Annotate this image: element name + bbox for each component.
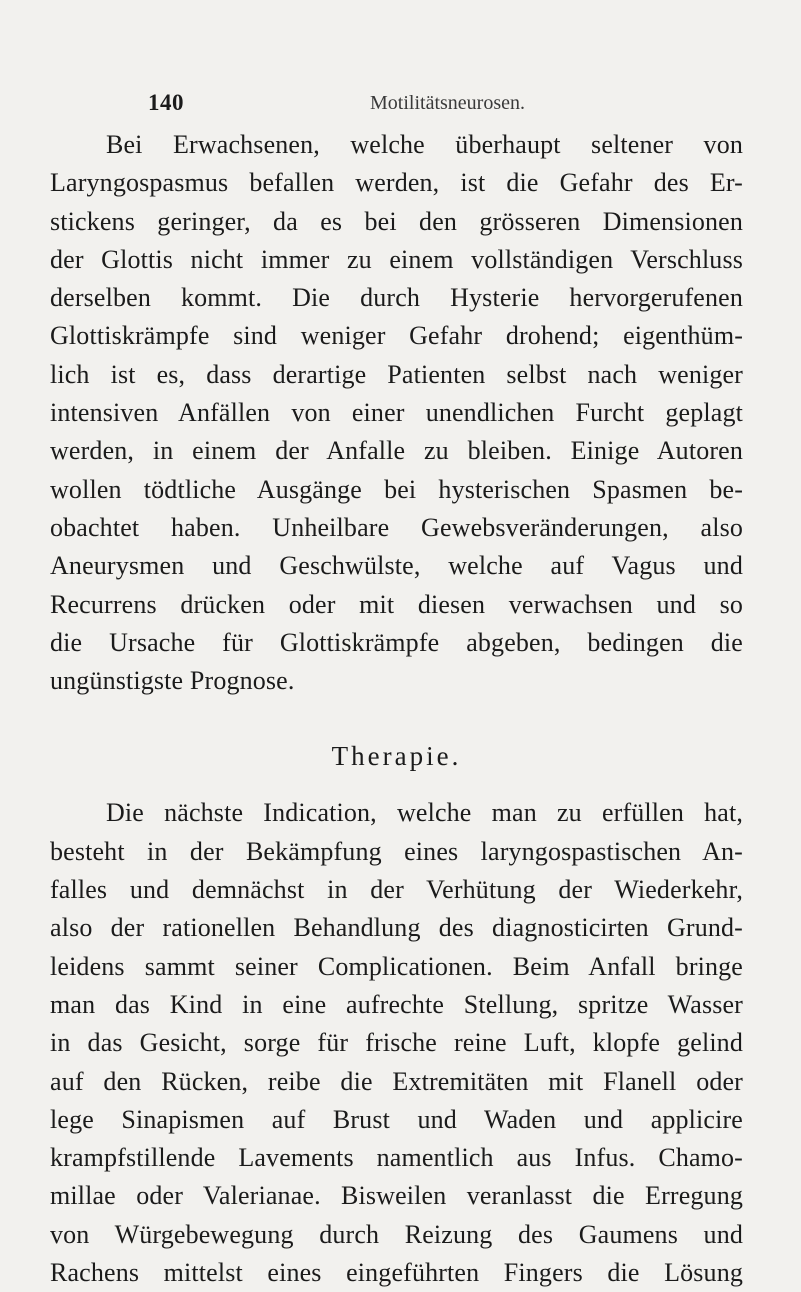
text-line: Recurrens drücken oder mit diesen verwachsen und so [50, 589, 743, 619]
running-title: Motilitätsneurosen. [370, 92, 525, 114]
text-line: werden, in einem der Anfalle zu bleiben. Einige Autoren [50, 436, 743, 466]
text-line: lich ist es, dass derartige Patienten selbst nach weniger [50, 359, 743, 389]
text-line: der Glottis nicht immer zu einem vollständigen Verschluss [50, 244, 743, 274]
text-line: in das Gesicht, sorge für frische reine Luft, klopfe gelind [50, 1028, 743, 1058]
text-line: Bei Erwachsenen, welche überhaupt seltener von [106, 130, 743, 159]
text-line: falles und demnächst in der Verhütung der Wiederkehr, [50, 875, 743, 905]
text-line: lege Sinapismen auf Brust und Waden und applicire [50, 1104, 743, 1134]
text-line: ungünstigste Prognose. [50, 666, 295, 696]
text-line: also der rationellen Behandlung des diagnosticirten Grund- [50, 913, 743, 943]
text-line: obachtet haben. Unheilbare Gewebsveränderungen, also [50, 512, 743, 542]
paragraph-prognosis [50, 126, 743, 700]
text-line: von Würgebewegung durch Reizung des Gaumens und [50, 1219, 743, 1249]
text-line: die Ursache für Glottiskrämpfe abgeben, bedingen die [50, 627, 743, 657]
text-line: besteht in der Bekämpfung eines laryngospastischen An- [50, 836, 743, 866]
text-line: leidens sammt seiner Complicationen. Beim Anfall bringe [50, 951, 743, 981]
text-line: derselben kommt. Die durch Hysterie hervorgerufenen [50, 283, 743, 313]
text-line: intensiven Anfällen von einer unendlichen Furcht geplagt [50, 398, 743, 428]
text-line: Die nächste Indication, welche man zu erfüllen hat, [106, 798, 743, 828]
page-number: 140 [148, 90, 184, 115]
text-line: Glottiskrämpfe sind weniger Gefahr drohend; eigenthüm- [50, 321, 743, 351]
page-header [148, 90, 748, 120]
text-line: Aneurysmen und Geschwülste, welche auf Vagus und [50, 551, 743, 581]
text-line: wollen tödtliche Ausgänge bei hysterischen Spasmen be- [50, 474, 743, 504]
section-heading: Therapie. [331, 741, 462, 772]
text-line: Laryngospasmus befallen werden, ist die Gefahr des Er- [50, 168, 743, 198]
text-line: Rachens mittelst eines eingeführten Fingers die Lösung [50, 1258, 743, 1288]
text-line: auf den Rücken, reibe die Extremitäten mit Flanell oder [50, 1066, 743, 1096]
body-text [50, 126, 743, 1292]
paragraph-therapy [50, 794, 743, 1292]
text-line: stickens geringer, da es bei den grösseren Dimensionen [50, 206, 743, 236]
text-line: man das Kind in eine aufrechte Stellung, spritze Wasser [50, 989, 743, 1019]
text-line: millae oder Valerianae. Bisweilen veranlasst die Erregung [50, 1181, 743, 1211]
text-line: krampfstillende Lavements namentlich aus Infus. Chamo- [50, 1143, 743, 1173]
